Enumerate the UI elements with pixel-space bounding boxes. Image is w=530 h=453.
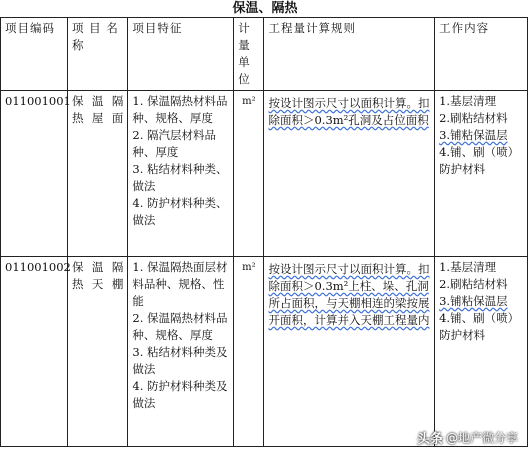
unit-text: m² bbox=[242, 96, 256, 107]
header-unit: 计 量 单 位 bbox=[234, 18, 264, 91]
item-name: 保 温 隔 热天棚 bbox=[67, 257, 127, 447]
unit-text: m² bbox=[242, 262, 256, 273]
item-unit bbox=[234, 257, 264, 447]
feature-line: 2. 隔汽层材料品种、厚度 bbox=[132, 128, 217, 159]
header-features: 项目特征 bbox=[128, 18, 234, 91]
rule-text: 按设计图示尺寸以面积计算。扣除面积＞0.3m²上柱、垛、孔洞所占面积，与天棚相连的梁按展开面积，计算并入天棚工程量内 bbox=[268, 262, 430, 327]
feature-line: 4. 防护材料种类、做法 bbox=[132, 196, 228, 227]
feature-line: 4. 防护材料种类及做法 bbox=[132, 379, 228, 410]
item-rule bbox=[264, 91, 435, 257]
work-line: 2.刷粘结材料 bbox=[439, 277, 508, 291]
feature-line: 2. 保温隔热材料品种、规格、厚度 bbox=[132, 311, 228, 342]
header-work: 工作内容 bbox=[435, 18, 528, 91]
item-features bbox=[128, 91, 234, 257]
feature-line: 1. 保温隔热材料品种、规格、厚度 bbox=[132, 94, 228, 125]
table-title: 保温、隔热 bbox=[232, 1, 298, 16]
header-row bbox=[1, 18, 528, 91]
header-name: 项 目 名称 bbox=[67, 18, 127, 91]
header-rule: 工程量计算规则 bbox=[264, 18, 435, 91]
item-unit bbox=[234, 91, 264, 257]
work-line: 4.铺、刷（喷）防护材料 bbox=[439, 311, 520, 342]
work-line: 3.铺粘保温层 bbox=[439, 128, 508, 142]
watermark-handle: @地产微分享 bbox=[445, 431, 518, 445]
item-features bbox=[128, 257, 234, 447]
feature-line: 3. 粘结材料种类、做法 bbox=[132, 162, 228, 193]
table-row bbox=[1, 91, 528, 257]
work-line: 1.基层清理 bbox=[439, 94, 497, 108]
work-line: 1.基层清理 bbox=[439, 260, 497, 274]
item-code: 011001002 bbox=[1, 257, 68, 447]
work-line: 2.刷粘结材料 bbox=[439, 111, 508, 125]
table-row bbox=[1, 257, 528, 447]
item-rule bbox=[264, 257, 435, 447]
item-work bbox=[435, 91, 528, 257]
feature-line: 1. 保温隔热面层材料品种、规格、性能 bbox=[132, 260, 228, 308]
item-code: 011001001 bbox=[1, 91, 68, 257]
quota-table bbox=[0, 17, 528, 447]
item-name: 保 温 隔 热屋面 bbox=[67, 91, 127, 257]
work-line: 3.铺粘保温层 bbox=[439, 294, 508, 308]
header-code: 项目编码 bbox=[1, 18, 68, 91]
watermark-logo: 头条 bbox=[416, 432, 443, 447]
rule-text: 按设计图示尺寸以面积计算。扣除面积＞0.3m²孔洞及占位面积 bbox=[268, 96, 430, 127]
watermark bbox=[417, 428, 518, 447]
feature-line: 3. 粘结材料种类及做法 bbox=[132, 345, 228, 376]
work-line: 4.铺、刷（喷）防护材料 bbox=[439, 145, 520, 176]
item-work bbox=[435, 257, 528, 447]
